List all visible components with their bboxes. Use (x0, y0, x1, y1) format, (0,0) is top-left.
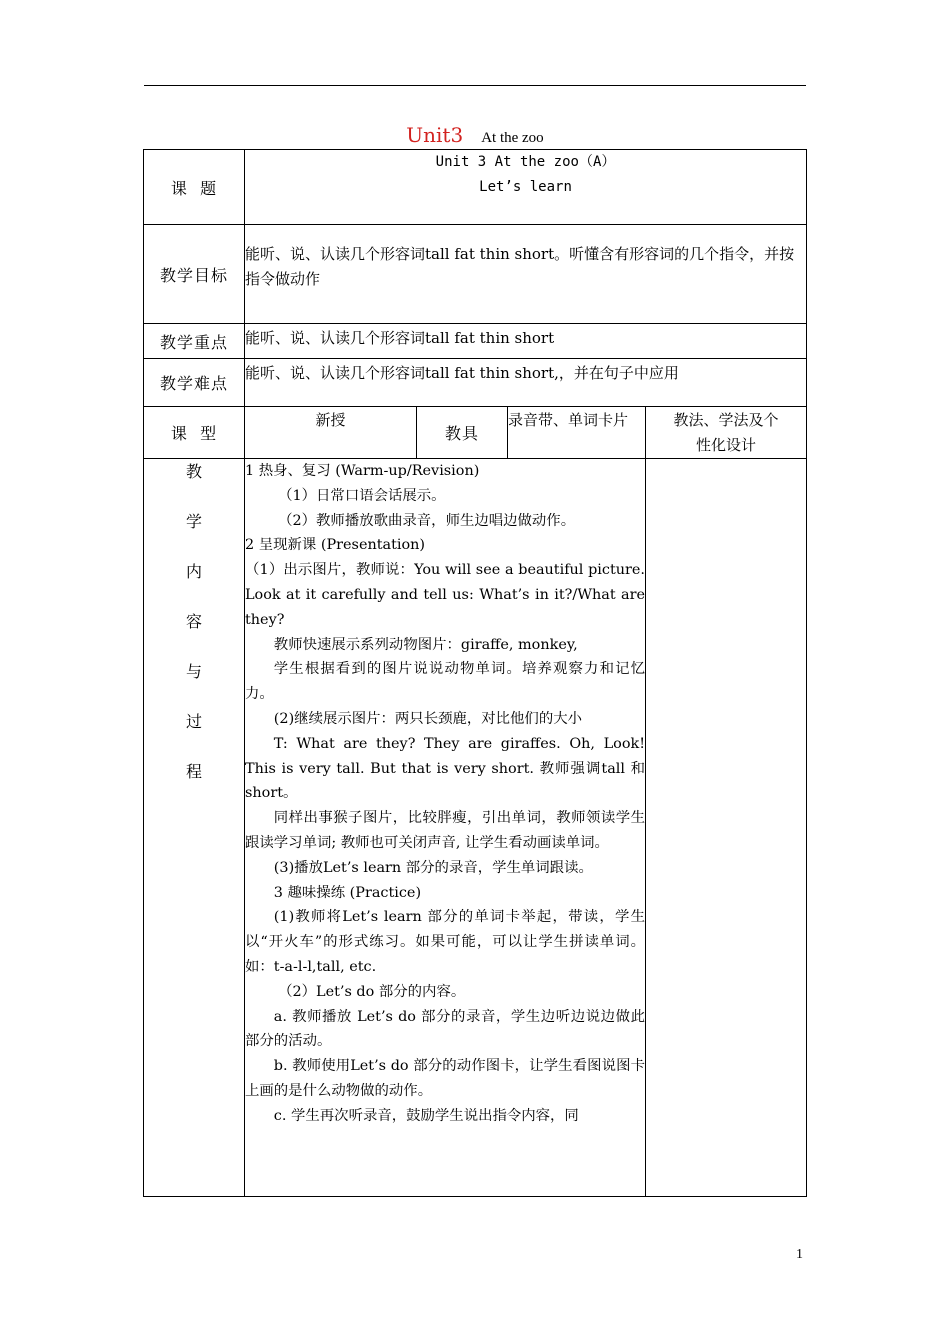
method-label: 教法、学法及个性化设计 (646, 407, 807, 459)
title-subtitle: At the zoo (481, 130, 544, 146)
content-line: 1 热身、复习 (Warm-up/Revision) (245, 463, 480, 479)
content-line: （2）教师播放歌曲录音，师生边唱边做动作。 (278, 512, 576, 529)
content-line: 教师快速展示系列动物图片：giraffe, monkey, (273, 636, 578, 653)
content-line: 2 呈现新课 (Presentation) (245, 537, 426, 554)
content-line: 3 趣味操练 (Practice) (273, 884, 422, 901)
content-line: （1）日常口语会话展示。 (278, 487, 446, 504)
header-rule (144, 85, 806, 86)
content-line: a. 教师播放 Let’s do 部分的录音，学生边听边说边做此部分的活动。 (245, 1008, 645, 1050)
content-line: T: What are they? They are giraffes. Oh, Look! This is very tall. But that is very short. 教师强调tall 和 short。 (245, 735, 645, 802)
row-type (144, 407, 807, 459)
lesson-plan-table (143, 149, 807, 1197)
content-line: 学生根据看到的图片说说动物单词。培养观察力和记忆力。 (245, 661, 645, 703)
content-line: (1)教师将Let’s learn 部分的单词卡举起，带读，学生以“开火车”的形式练习。如果可能，可以让学生拼读单词。如：t-a-l-l,tall, etc. (245, 909, 645, 975)
label-difficult: 教学难点 (144, 359, 245, 407)
goal-text: 能听、说、认读几个形容词tall fat thin short。听懂含有形容词的几个指令，并按指令做动作 (245, 225, 807, 324)
row-key (144, 324, 807, 359)
content-line: （1）出示图片，教师说：You will see a beautiful picture. Look at it carefully and tell us: What’s in it?/What are they? (245, 562, 645, 628)
document-title (0, 123, 950, 147)
content-line: 同样出事猴子图片，比较胖瘦，引出单词，教师领读学生跟读学习单词; 教师也可关闭声音, 让学生看动画读单词。 (245, 810, 645, 851)
content-line: (3)播放Let’s learn 部分的录音，学生单词跟读。 (273, 859, 593, 876)
content-line: c. 学生再次听录音，鼓励学生说出指令内容，同 (273, 1107, 579, 1124)
label-topic: 课 题 (144, 150, 245, 225)
content-line: b. 教师使用Let’s do 部分的动作图卡，让学生看图说图卡上画的是什么动物做的动作。 (245, 1058, 645, 1099)
topic-cell (245, 150, 807, 225)
row-topic (144, 150, 807, 225)
row-goal (144, 225, 807, 324)
aids-value: 录音带、单词卡片 (508, 407, 646, 459)
procedure-content (245, 459, 646, 1197)
page-number: 1 (796, 1247, 803, 1262)
row-content (144, 459, 807, 1197)
title-unit: Unit3 (406, 123, 464, 147)
label-content: 教 学 内 容 与 过 程 (144, 459, 245, 1197)
topic-line-2: Let’s learn (479, 179, 572, 195)
aids-label: 教具 (417, 407, 508, 459)
key-text: 能听、说、认读几个形容词tall fat thin short (245, 324, 807, 359)
difficult-text: 能听、说、认读几个形容词tall fat thin short,，并在句子中应用 (245, 359, 807, 407)
row-difficult (144, 359, 807, 407)
method-notes-cell (646, 459, 807, 1197)
topic-line-1: Unit 3 At the zoo（A） (435, 154, 616, 170)
label-type: 课 型 (144, 407, 245, 459)
content-line: （2）Let’s do 部分的内容。 (278, 983, 466, 1000)
label-key: 教学重点 (144, 324, 245, 359)
type-value: 新授 (245, 407, 417, 459)
label-goal: 教学目标 (144, 225, 245, 324)
content-line: (2)继续展示图片：两只长颈鹿，对比他们的大小 (273, 710, 582, 727)
